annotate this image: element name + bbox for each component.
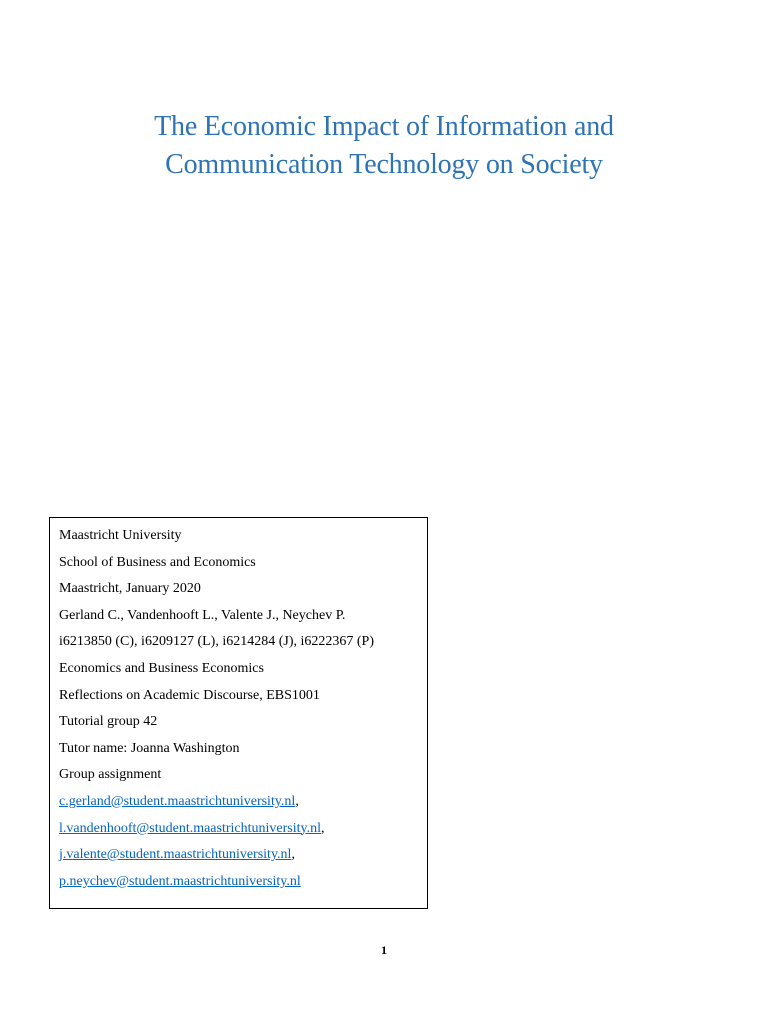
email-line-3 xyxy=(59,842,427,869)
email-separator: , xyxy=(291,847,295,863)
page-number: 1 xyxy=(381,943,387,957)
tutor-name: Tutor name: Joanna Washington xyxy=(59,740,240,756)
email-line-2 xyxy=(59,816,427,843)
document-title xyxy=(0,108,768,184)
title-line-2: Communication Technology on Society xyxy=(165,149,603,180)
study-program: Economics and Business Economics xyxy=(59,660,264,676)
tutorial-group: Tutorial group 42 xyxy=(59,714,158,730)
email-separator: , xyxy=(295,793,299,809)
email-line-4 xyxy=(59,869,427,896)
email-link-vandenhooft[interactable]: l.vandenhooft@student.maastrichtuniversity.nl xyxy=(59,820,321,836)
title-line-1: The Economic Impact of Information and xyxy=(154,111,614,142)
place-and-date: Maastricht, January 2020 xyxy=(59,581,201,597)
assignment-type: Group assignment xyxy=(59,767,162,783)
email-link-neychev[interactable]: p.neychev@student.maastrichtuniversity.nl xyxy=(59,873,301,889)
cover-info-box xyxy=(49,517,428,909)
email-line-1 xyxy=(59,789,427,816)
university-name: Maastricht University xyxy=(59,528,182,543)
authors: Gerland C., Vandenhooft L., Valente J., Neychev P. xyxy=(59,607,346,623)
email-link-gerland[interactable]: c.gerland@student.maastrichtuniversity.nl xyxy=(59,793,296,809)
email-link-valente[interactable]: j.valente@student.maastrichtuniversity.nl xyxy=(59,847,292,863)
student-ids: i6213850 (C), i6209127 (L), i6214284 (J), i6222367 (P) xyxy=(59,634,374,650)
school-name: School of Business and Economics xyxy=(59,554,256,570)
course-name: Reflections on Academic Discourse, EBS1001 xyxy=(59,687,320,703)
email-separator: , xyxy=(321,820,325,836)
